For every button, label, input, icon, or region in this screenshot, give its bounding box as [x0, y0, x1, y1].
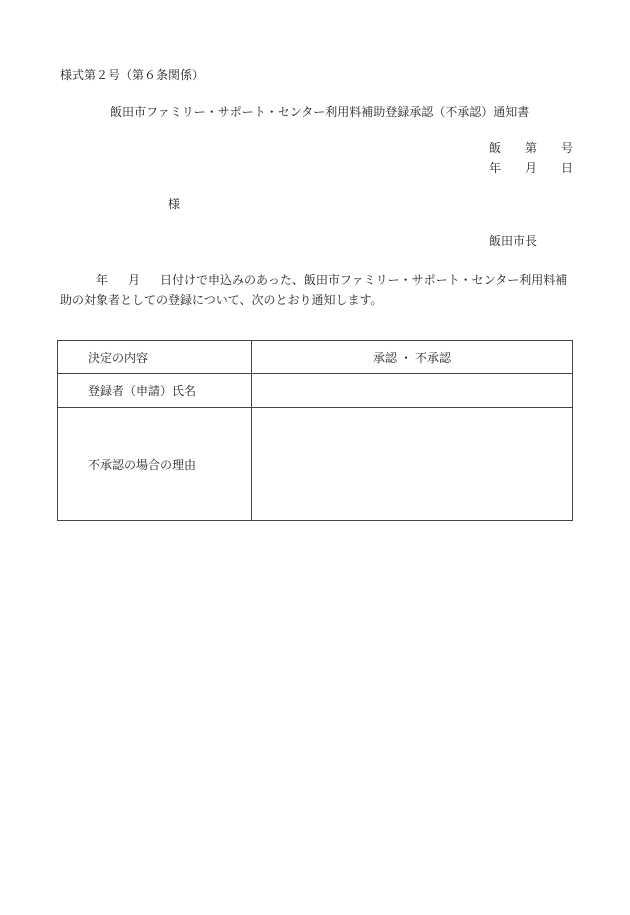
registrant-name-label: 登録者（申請）氏名 — [58, 374, 252, 408]
body-text: 日付けで申込みのあった、飯田市ファミリー・サポート・センター利用料補助の対象者としての登録について、次のとおり通知します。 — [60, 273, 568, 307]
decision-value — [252, 341, 573, 374]
date-year: 年 — [489, 161, 502, 175]
registrant-name-value — [252, 374, 573, 408]
table-row-decision — [58, 341, 573, 374]
table-row-name — [58, 374, 573, 408]
document-title: 飯田市ファミリー・サポート・センター利用料補助登録承認（不承認）通知書 — [110, 105, 530, 119]
notice-number — [489, 141, 573, 155]
decision-table — [57, 340, 573, 521]
decision-separator: ・ — [399, 350, 412, 365]
body-month: 月 — [128, 273, 141, 287]
rejection-reason-label: 不承認の場合の理由 — [58, 408, 252, 521]
recipient-honorific: 様 — [168, 197, 181, 211]
body-year: 年 — [96, 273, 109, 287]
body-paragraph — [60, 270, 575, 310]
date-month: 月 — [524, 161, 537, 175]
decision-reject: 不承認 — [415, 350, 452, 365]
issuer-name: 飯田市長 — [489, 234, 538, 248]
notice-date — [489, 161, 573, 175]
form-number: 様式第２号（第６条関係） — [60, 68, 205, 82]
notice-number-prefix: 飯 — [489, 141, 502, 155]
table-row-reason — [58, 408, 573, 521]
rejection-reason-value — [252, 408, 573, 521]
notice-number-middle: 第 — [524, 141, 537, 155]
notice-number-suffix: 号 — [560, 141, 573, 155]
date-day: 日 — [560, 161, 573, 175]
decision-approve: 承認 — [372, 350, 397, 365]
decision-label: 決定の内容 — [58, 341, 252, 374]
